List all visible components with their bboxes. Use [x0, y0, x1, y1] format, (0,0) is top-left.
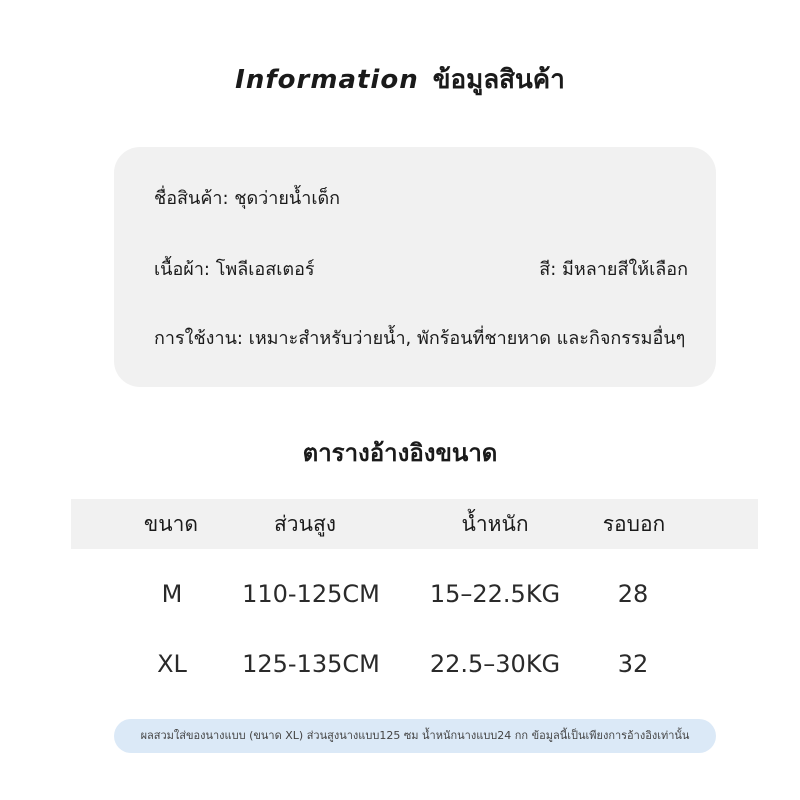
cell-size: M — [161, 580, 183, 608]
header-height: ส่วนสูง — [273, 512, 337, 536]
cell-size: XL — [157, 650, 187, 678]
product-info-card — [114, 147, 716, 387]
product-material: เนื้อผ้า: โพลีเอสเตอร์ — [154, 259, 315, 280]
model-fit-note: ผลสวมใส่ของนางแบบ (ขนาด XL) ส่วนสูงนางแบบ125 ซม น้ำหนักนางแบบ24 กก ข้อมูลนี้เป็นเพียงการอ้างอิงเท่านั้น — [114, 719, 716, 753]
header-chest: รอบอก — [602, 512, 666, 536]
product-color: สี: มีหลายสีให้เลือก — [539, 259, 688, 280]
cell-chest: 32 — [617, 650, 649, 678]
cell-weight: 15–22.5KG — [429, 580, 561, 608]
cell-weight: 22.5–30KG — [429, 650, 561, 678]
header-weight: น้ำหนัก — [461, 512, 529, 536]
title-english: Information — [235, 65, 419, 95]
product-name: ชื่อสินค้า: ชุดว่ายน้ำเด็ก — [154, 188, 341, 209]
cell-chest: 28 — [617, 580, 649, 608]
size-table-header — [71, 499, 758, 549]
size-chart-title: ตารางอ้างอิงขนาด — [302, 439, 498, 467]
header-size: ขนาด — [143, 512, 199, 536]
table-row — [0, 643, 800, 683]
cell-height: 110-125CM — [242, 580, 380, 608]
product-usage: การใช้งาน: เหมาะสำหรับว่ายน้ำ, พักร้อนที่ชายหาด และกิจกรรมอื่นๆ — [154, 328, 686, 349]
cell-height: 125-135CM — [242, 650, 380, 678]
title-thai: ข้อมูลสินค้า — [432, 65, 565, 95]
page-title — [0, 60, 800, 100]
table-row — [0, 573, 800, 613]
